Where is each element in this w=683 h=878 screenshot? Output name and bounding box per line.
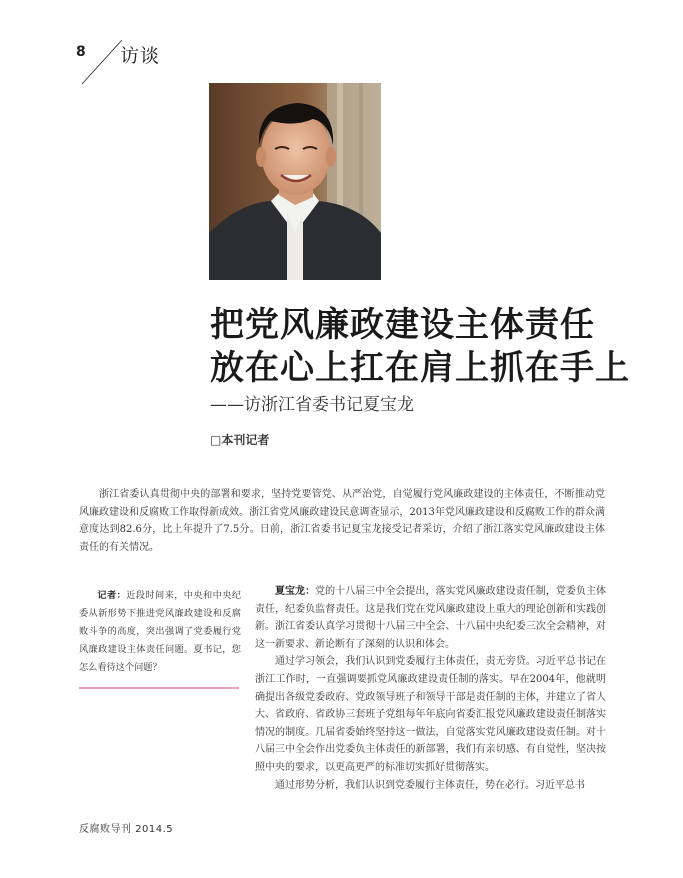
header-divider-slash	[78, 38, 126, 86]
interview-question	[79, 587, 241, 689]
answer-paragraph-3: 通过形势分析，我们认识到党委履行主体责任，势在必行。习近平总书	[275, 779, 585, 791]
portrait-photo	[209, 83, 381, 280]
section-label: 访谈	[120, 45, 161, 67]
answer-speaker: 夏宝龙：	[275, 586, 316, 597]
question-speaker: 记者：	[97, 590, 127, 601]
answer-paragraph-1: 党的十八届三中全会提出，落实党风廉政建设责任制，党委负主体责任，纪委负监督责任。这是我们党在党风廉政建设上重大的理论创新和实践创新。浙江省委认真学习贯彻十八届三中全会、十八届中央纪委三次全会精神，对这一新要求、新论断有了深刻的认识和体会。	[255, 586, 606, 650]
answer-body	[255, 583, 606, 794]
article-title-line-2: 放在心上扛在肩上抓在手上	[210, 348, 630, 388]
lead-paragraph: 浙江省委认真贯彻中央的部署和要求，坚持党要管党、从严治党，自觉履行党风廉政建设的主体责任，不断推动党风廉政建设和反腐败工作取得新成效。浙江省党风廉政建设民意调查显示，2013年党风廉政建设和反腐败工作的群众满意度达到82.6分，比上年提升了7.5分。日前，浙江省委书记夏宝龙接受记者采访，介绍了浙江落实党风廉政建设主体责任的有关情况。	[79, 489, 605, 553]
question-text	[79, 587, 241, 677]
answer-paragraph	[255, 583, 606, 653]
article-subtitle: ——访浙江省委书记夏宝龙	[210, 395, 414, 415]
footer-publication: 反腐败导刊 2014.5	[79, 824, 174, 835]
article-title-line-1: 把党风廉政建设主体责任	[210, 305, 595, 345]
byline: □本刊记者	[210, 433, 270, 447]
question-body: 近段时间来，中央和中央纪委从新形势下推进党风廉政建设和反腐败斗争的高度，突出强调了党委履行党风廉政建设主体责任问题。夏书记，您怎么看待这个问题？	[79, 590, 242, 673]
question-divider	[79, 687, 239, 689]
page-number: 8	[76, 44, 86, 60]
answer-paragraph-2: 通过学习领会，我们认识到党委履行主体责任，责无旁贷。习近平总书记在浙江工作时，一直强调要抓党风廉政建设责任制的落实。早在2004年，他就明确提出各级党委政府、党政领导班子和领导干部是责任制的主体，并建立了省人大、省政府、省政协三套班子党组每年年底向省委汇报党风廉政建设责任制落实情况的制度。几届省委始终坚持这一做法，自觉落实党风廉政建设责任制。对十八届三中全会作出党委负主体责任的新部署，我们有亲切感、有自觉性，坚决按照中央的要求，以更高更严的标准切实抓好贯彻落实。	[255, 656, 606, 773]
